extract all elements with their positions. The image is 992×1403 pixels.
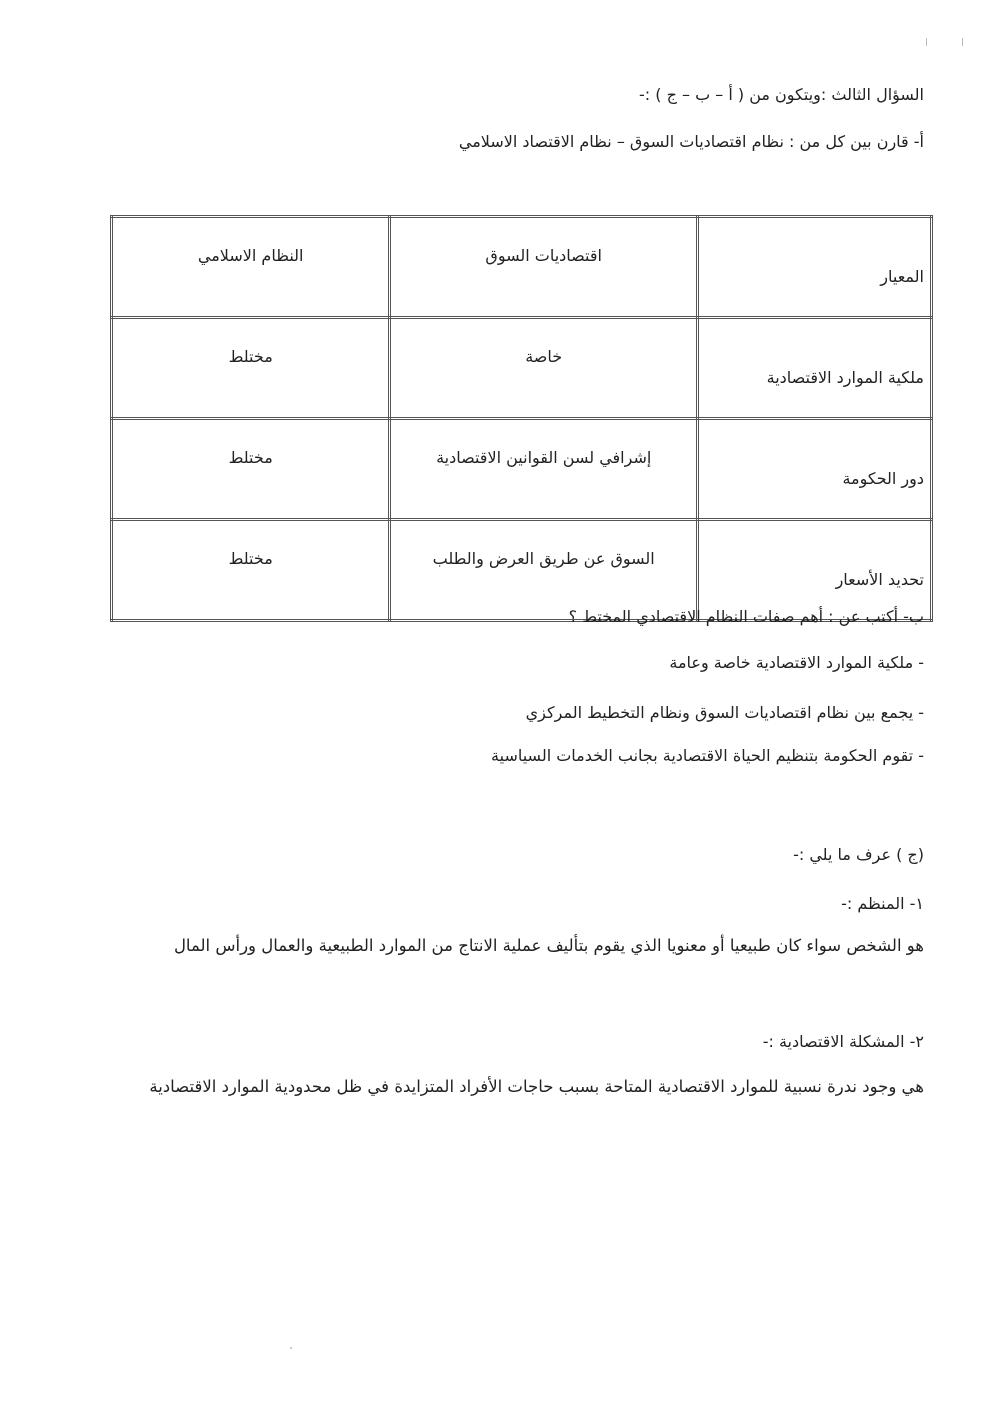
definition-term: ٢- المشكلة الاقتصادية :- (762, 1032, 924, 1051)
row-islamic-value: مختلط (112, 419, 390, 520)
table-row (112, 318, 932, 419)
list-item: - يجمع بين نظام اقتصاديات السوق ونظام التخطيط المركزي (525, 703, 924, 722)
scan-mark (926, 38, 927, 46)
part-a-prompt: أ- قارن بين كل من : نظام اقتصاديات السوق – نظام الاقتصاد الاسلامي (458, 132, 924, 151)
header-islamic-system: النظام الاسلامي (112, 217, 390, 318)
row-market-value: إشرافي لسن القوانين الاقتصادية (390, 419, 698, 520)
comparison-table (110, 215, 933, 622)
row-criterion: دور الحكومة (698, 419, 932, 520)
header-market-economy: اقتصاديات السوق (390, 217, 698, 318)
row-criterion: تحديد الأسعار (698, 520, 932, 621)
table-header-row (112, 217, 932, 318)
definition-text: هو الشخص سواء كان طبيعيا أو معنويا الذي يقوم بتأليف عملية الانتاج من الموارد الطبيعية والعمال ورأس المال (173, 936, 924, 955)
list-item: - تقوم الحكومة بتنظيم الحياة الاقتصادية بجانب الخدمات السياسية (491, 746, 924, 765)
scan-mark (962, 38, 963, 46)
header-criterion: المعيار (698, 217, 932, 318)
definition-term: ١- المنظم :- (841, 894, 924, 913)
part-c-prompt: (ج ) عرف ما يلي :- (793, 845, 924, 864)
row-islamic-value: مختلط (112, 520, 390, 621)
list-item: - ملكية الموارد الاقتصادية خاصة وعامة (669, 653, 924, 672)
question-title: السؤال الثالث :ويتكون من ( أ – ب – ج ) :- (639, 85, 924, 104)
row-criterion: ملكية الموارد الاقتصادية (698, 318, 932, 419)
scan-speck (290, 1347, 292, 1349)
row-market-value: السوق عن طريق العرض والطلب (390, 520, 698, 621)
table-row (112, 419, 932, 520)
definition-text: هي وجود ندرة نسبية للموارد الاقتصادية المتاحة بسبب حاجات الأفراد المتزايدة في ظل محدودية الموارد الاقتصادية (149, 1077, 924, 1096)
row-islamic-value: مختلط (112, 318, 390, 419)
row-market-value: خاصة (390, 318, 698, 419)
part-b-prompt: ب- أكتب عن : أهم صفات النظام الاقتصادي المختط ؟ (568, 607, 924, 626)
